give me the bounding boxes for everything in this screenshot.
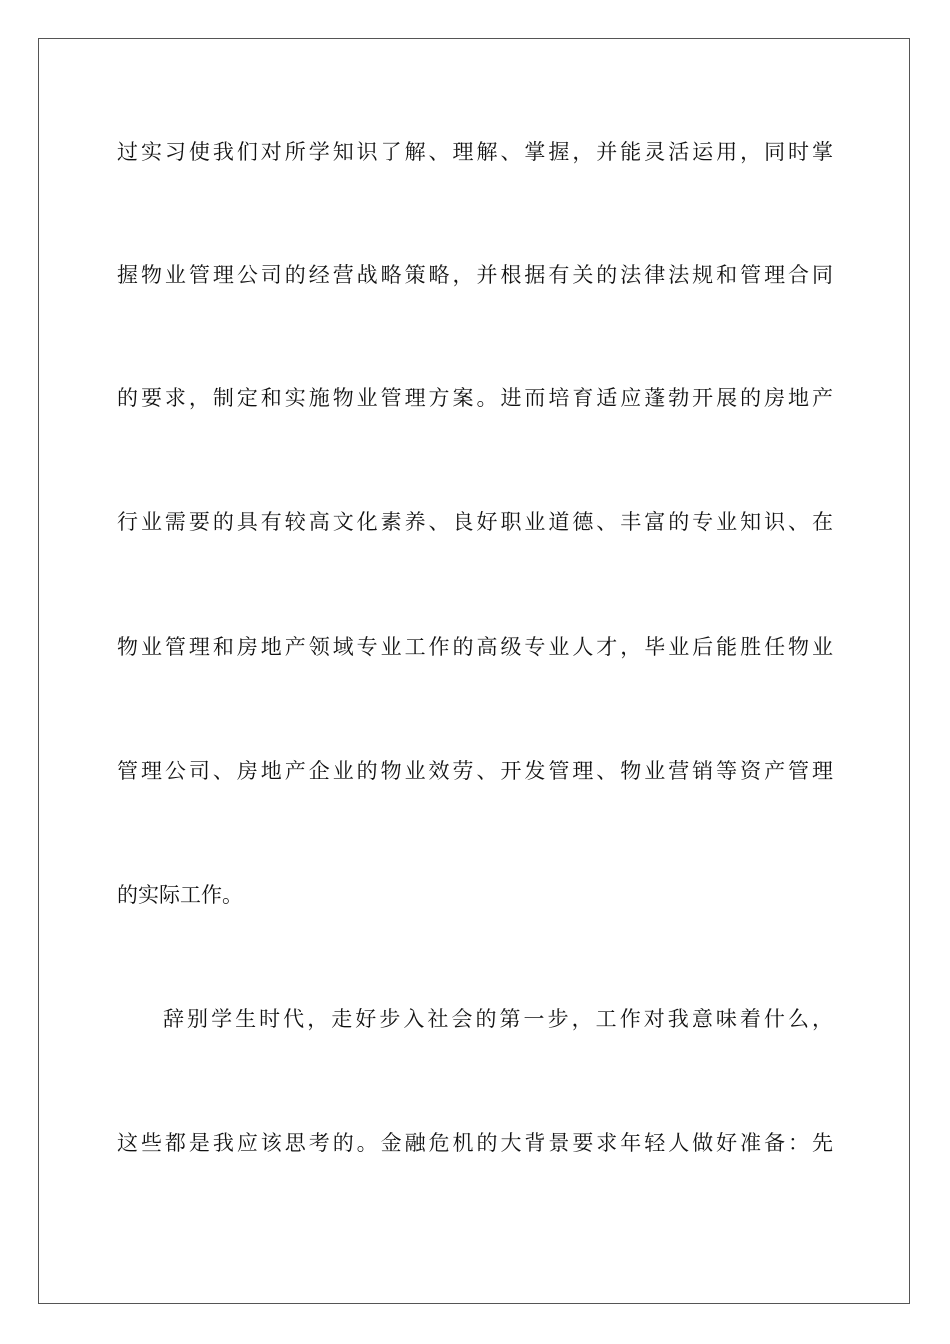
body-text-line: 的实际工作。 <box>117 883 243 907</box>
body-text-line: 管理公司、房地产企业的物业效劳、开发管理、物业营销等资产管理 <box>117 759 833 783</box>
body-text-line: 过实习使我们对所学知识了解、理解、掌握，并能灵活运用，同时掌 <box>117 140 833 164</box>
body-text-line: 的要求，制定和实施物业管理方案。进而培育适应蓬勃开展的房地产 <box>117 386 833 410</box>
page-border <box>38 38 910 1304</box>
body-text-line: 行业需要的具有较高文化素养、良好职业道德、丰富的专业知识、在 <box>117 510 833 534</box>
body-text-line: 这些都是我应该思考的。金融危机的大背景要求年轻人做好准备：先 <box>117 1131 833 1155</box>
body-text-line: 握物业管理公司的经营战略策略，并根据有关的法律法规和管理合同 <box>117 263 833 287</box>
body-text-line: 物业管理和房地产领域专业工作的高级专业人才，毕业后能胜任物业 <box>117 635 833 659</box>
paragraph-first-line: 辞别学生时代，走好步入社会的第一步，工作对我意味着什么， <box>163 1007 833 1031</box>
